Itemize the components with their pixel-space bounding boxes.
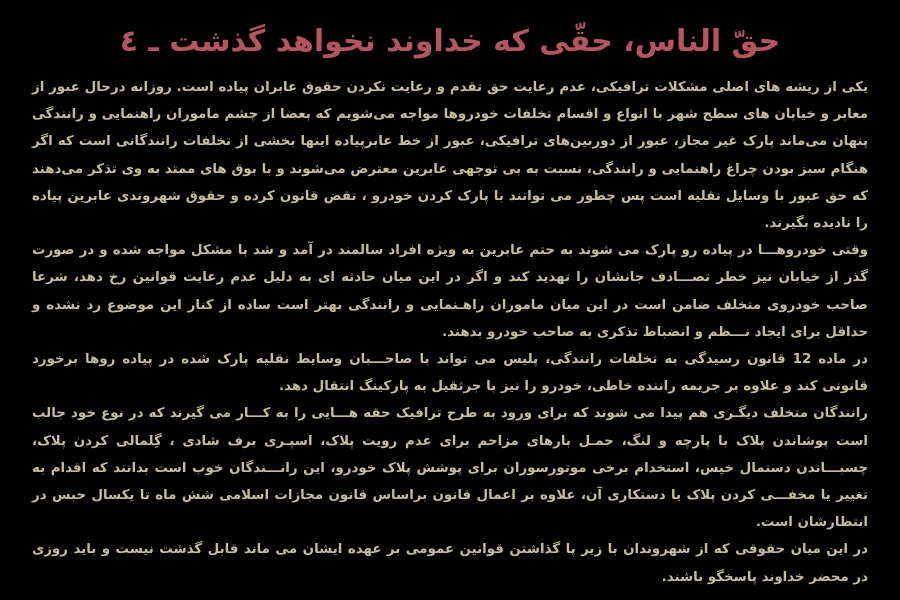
article-body [32, 74, 868, 591]
paragraph-right-of-way: یکی از ریشه های اصلی مشکلات ترافیکی، عدم رعایت حق تقدم و رعایت نکردن حقوق عابران پیاده است. روزانه درحال عبور از معابر و خیابان های سطح شهر با انواع و اقسام تخلفات خودروها مواجه می‌شویم که بعضا از چشم ماموران راهنمایی و رانندگی پنهان می‌ماند پارک غیر مجاز، عبور از دوربین‌های ترافیکی، عبور از خط عابرپیاده اینها بخشی از تخلفات رانندگانی است که اگر هنگام سبز بودن چراغ راهنمایی و رانندگی، نسبت به بی توجهی عابرین معترض می‌شوند و با بوق های ممتد به وی تذکر می‌دهند که حق عبور با وسایل نقلیه است پس چطور می توانند با پارک کردن خودرو ، نقض قانون کرده و حقوق شهروندی عابرین پیاده را نادیده بگیرند. [32, 80, 868, 232]
paragraph-sidewalk-parking: وقتی خودروهـــا در پیاده رو پارک می شوند به حتم عابرین به ویژه افراد سالمند در آمد و شد با مشکل مواجه شده و در صورت گذر از خیابان نیز خطر تصـــادف جانشان را تهدید کند و اگر در این میان حادثه ای به دلیل عدم رعایت قوانین رخ دهد، شرعا صاحب خودروی متخلف ضامن است در این میان ماموران راهـنمایی و رانندگی بهتر است ساده از کنار این موضوع رد نشده و حداقل برای ایجاد نـــظم و انضباط تذکری به صاحب خودرو بدهند. [32, 243, 868, 340]
paragraph-plate-tricks: رانندگان متخلف دیگـری هم پیدا می شوند که برای ورود به طرح ترافیک حقه هـــایی را به کـــار می گیرند که در نوع خود جالب است پوشاندن پلاک با پارچه و لنگ، حمـل بارهای مزاحم برای عدم رویت پلاک، اسپـری برف شادی ، گِلمالی کردن پلاک، چسبـــاندن دستمال خیس، استخدام برخی موتورسوران برای پوشش پلاک خودرو، این رانـــندگان خوب است بدانند که اقدام به تغییر یا مخفـــی کردن پلاک یا دستکاری آن، علاوه بر اعمال قانون براساس قانون مجازات اسلامی شش ماه تا یکسال حبس در انتظارشان است. [32, 406, 868, 531]
article-title: حقّ الناس، حقّی که خداوند نخواهد گذشت ـ ٤ [119, 24, 781, 59]
paragraph-conclusion: در این میان حقوقی که از شهروندان با زیر پا گذاشتن قوانین عمومی بر عهده ایشان می ماند قابل گذشت نیست و باید روزی در محضر خداوند پاسخگو باشند. [32, 542, 868, 585]
paragraph-article-12: در ماده 12 قانون رسیدگی به تخلفات رانندگی، پلیس می تواند با صاحـــبان وسایط نقلیه پارک شده در پیاده روها برخورد قانونی کند و علاوه بر جریمه راننده خاطی، خودرو را نیز با جرثقیل به پارکینگ انتقال دهد. [32, 352, 868, 395]
